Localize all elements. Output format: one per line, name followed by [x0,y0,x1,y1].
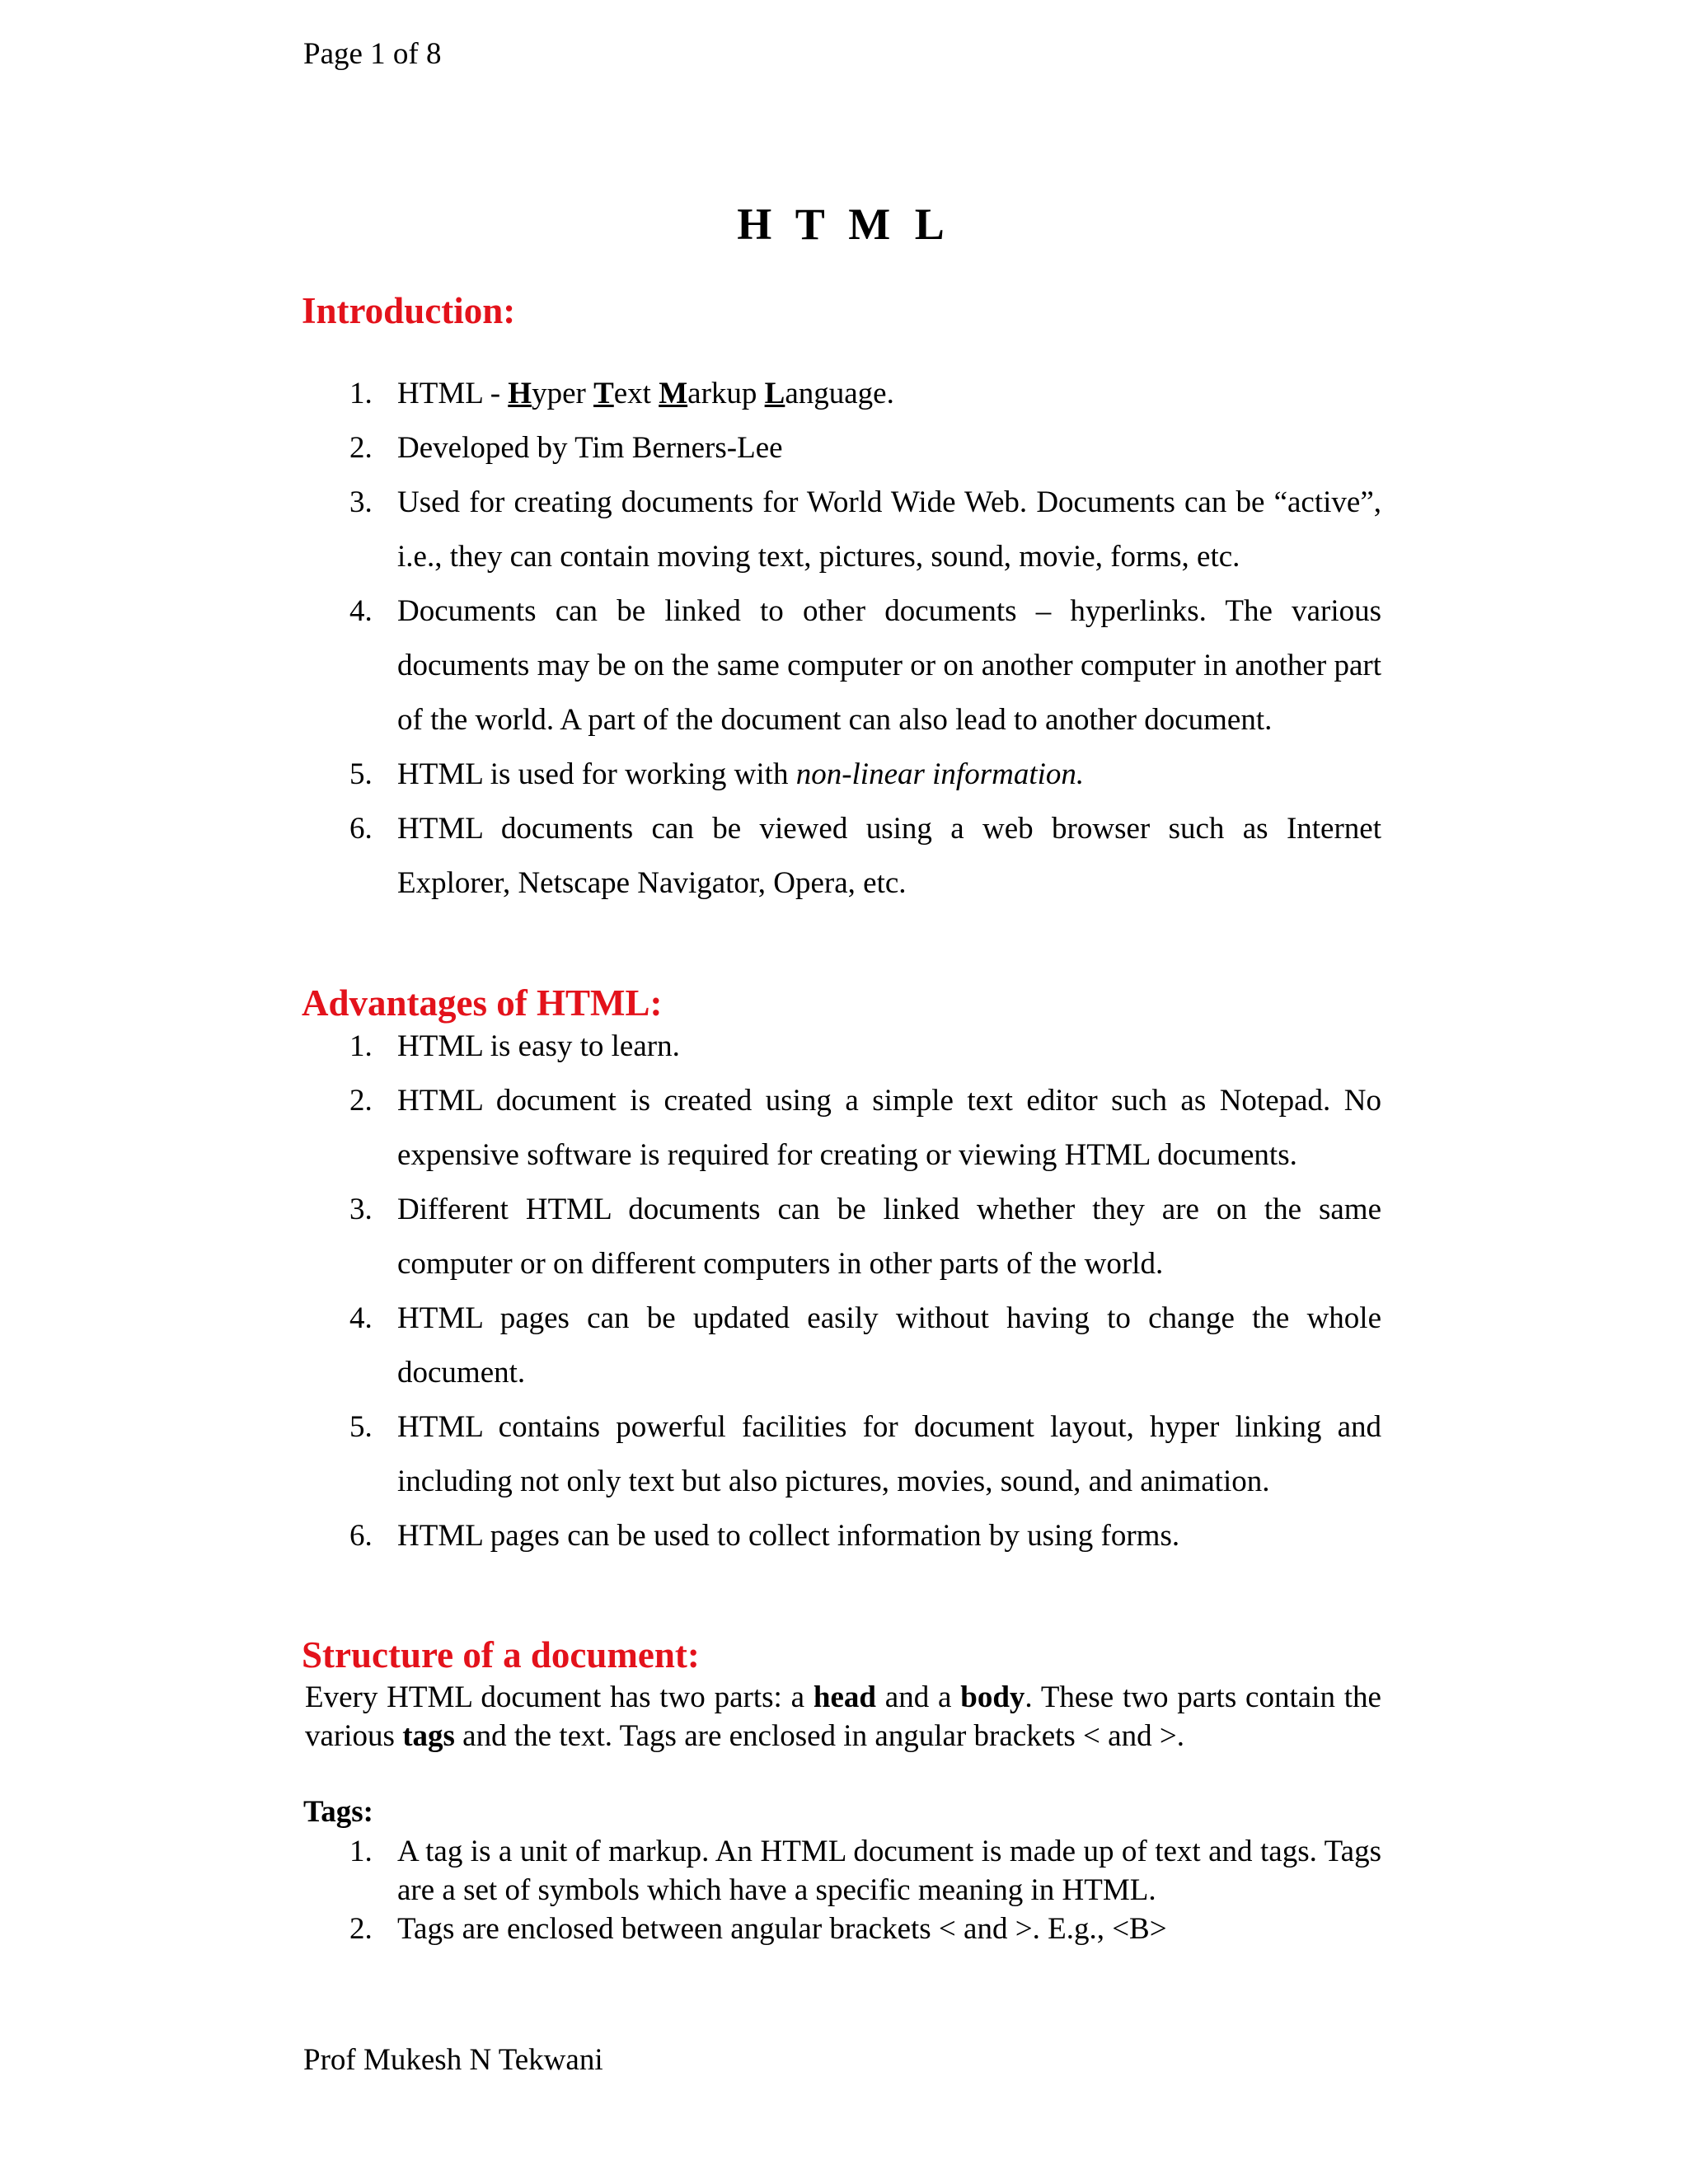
list-number: 4. [349,594,373,628]
acronym-letter: H [508,377,532,410]
list-text: anguage. [785,377,894,410]
acronym-letter: M [659,377,688,410]
list-item [349,1509,1381,1563]
list-text: Documents can be linked to other documents – hyperlinks. The various documents may be on the same computer or on another computer in another part of the world. A part of the document can also lead to another document. [397,594,1381,737]
list-number: 6. [349,1519,373,1553]
document-title: H T M L [737,199,951,249]
list-text: HTML pages can be updated easily without having to change the whole document. [397,1301,1381,1390]
list-text: ext [613,377,659,410]
list-item [349,1910,1381,1948]
list-item [349,802,1381,911]
list-number: 5. [349,757,373,791]
list-number: 2. [349,1912,373,1946]
list-text: Tags are enclosed between angular brackets < and >. E.g., <B> [397,1912,1167,1946]
list-number: 3. [349,485,373,519]
list-item [349,367,1381,421]
list-text: HTML document is created using a simple text editor such as Notepad. No expensive software is required for creating or viewing HTML documents. [397,1084,1381,1172]
acronym-letter: T [593,377,614,410]
list-text: HTML pages can be used to collect information by using forms. [397,1519,1180,1553]
acronym-letter: L [764,377,785,410]
list-number: 3. [349,1193,373,1226]
bold-term-body: body [960,1680,1025,1714]
list-number: 2. [349,1084,373,1118]
paragraph-text: and a [875,1680,961,1714]
list-text: HTML documents can be viewed using a web browser such as Internet Explorer, Netscape Navigator, Opera, etc. [397,812,1381,900]
list-item [349,1183,1381,1291]
list-item [349,1291,1381,1400]
list-item [349,1832,1381,1910]
structure-heading: Structure of a document: [302,1634,700,1675]
tags-list [349,1832,1381,1948]
list-text: HTML - [397,377,509,410]
list-text-italic: non-linear information. [795,757,1085,791]
advantages-heading: Advantages of HTML: [302,982,663,1024]
list-number: 6. [349,812,373,846]
advantages-list [349,1019,1381,1563]
tags-heading: Tags: [303,1795,374,1829]
list-text: arkup [687,377,765,410]
list-item [349,476,1381,584]
list-item [349,584,1381,748]
list-item [349,1400,1381,1509]
list-text: Developed by Tim Berners-Lee [397,431,783,465]
paragraph-text: . These two parts contain the various [305,1680,1381,1753]
list-text: Used for creating documents for World Wide Web. Documents can be “active”, i.e., they can contain moving text, pictures, sound, movie, forms, etc. [397,485,1381,574]
paragraph-text: and the text. Tags are enclosed in angular brackets < and >. [454,1719,1184,1753]
list-text: HTML is used for working with [397,757,796,791]
list-text: HTML is easy to learn. [397,1029,680,1063]
introduction-heading: Introduction: [302,290,516,331]
list-item [349,748,1381,802]
list-number: 5. [349,1410,373,1444]
introduction-list [349,367,1381,911]
structure-paragraph [305,1678,1381,1755]
list-text: yper [532,377,594,410]
list-number: 1. [349,377,373,410]
paragraph-text: Every HTML document has two parts: a [305,1680,814,1714]
bold-term-tags: tags [402,1719,455,1753]
page-number: Page 1 of 8 [303,37,442,71]
list-item [349,1074,1381,1183]
list-number: 1. [349,1029,373,1063]
list-item [349,421,1381,476]
list-number: 2. [349,431,373,465]
list-text: Different HTML documents can be linked whether they are on the same computer or on different computers in other parts of the world. [397,1193,1381,1281]
list-text: A tag is a unit of markup. An HTML document is made up of text and tags. Tags are a set of symbols which have a specific meaning in HTML. [397,1835,1381,1907]
list-number: 1. [349,1835,373,1868]
list-item [349,1019,1381,1074]
bold-term-head: head [813,1680,876,1714]
list-number: 4. [349,1301,373,1335]
footer-author: Prof Mukesh N Tekwani [303,2043,603,2077]
list-text: HTML contains powerful facilities for document layout, hyper linking and including not only text but also pictures, movies, sound, and animation. [397,1410,1381,1498]
